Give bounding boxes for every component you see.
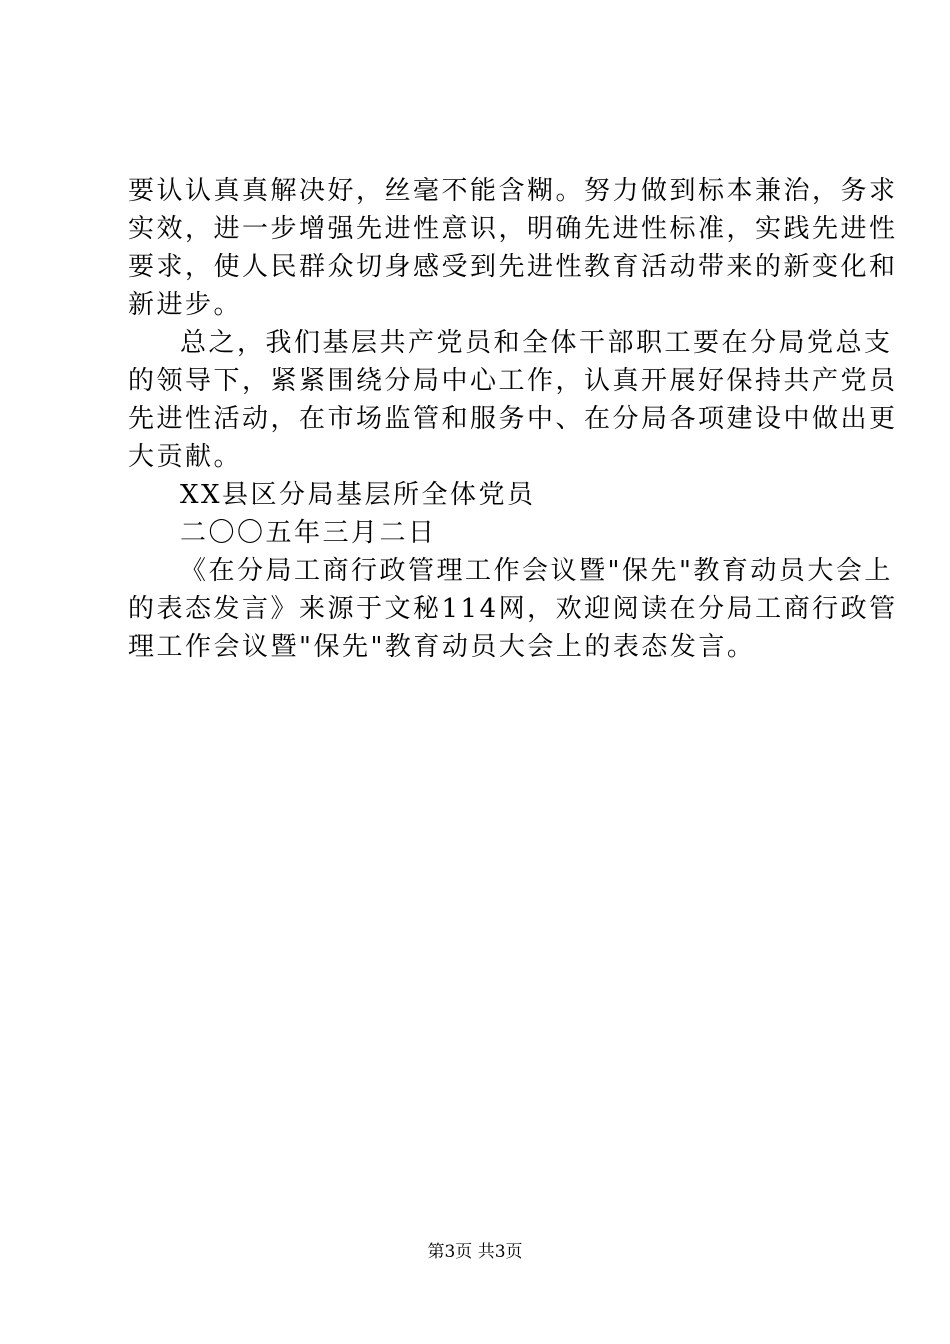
page-footer — [0, 1240, 950, 1264]
document-body — [128, 172, 898, 666]
paragraph-continuation-line-2: 实效，进一步增强先进性意识，明确先进性标准，实践先进性 — [128, 214, 898, 244]
paragraph-conclusion-line-3: 先进性活动，在市场监管和服务中、在分局各项建设中做出更 — [128, 404, 898, 434]
paragraph-conclusion-line-4: 大贡献。 — [128, 442, 243, 472]
date-line: 二〇〇五年三月二日 — [180, 518, 437, 548]
source-note-line-2: 的表态发言》来源于文秘114网，欢迎阅读在分局工商行政管 — [128, 594, 898, 624]
paragraph-continuation-line-4: 新进步。 — [128, 290, 243, 320]
paragraph-continuation-line-3: 要求，使人民群众切身感受到先进性教育活动带来的新变化和 — [128, 252, 898, 282]
paragraph-conclusion-line-2: 的领导下，紧紧围绕分局中心工作，认真开展好保持共产党员 — [128, 366, 898, 396]
paragraph-continuation-line-1: 要认认真真解决好，丝毫不能含糊。努力做到标本兼治，务求 — [128, 176, 898, 206]
signature-line: XX县区分局基层所全体党员 — [180, 480, 536, 510]
source-note-line-1: 《在分局工商行政管理工作会议暨"保先"教育动员大会上 — [180, 556, 893, 586]
page-number: 第3页 共3页 — [427, 1242, 523, 1262]
paragraph-conclusion-line-1: 总之，我们基层共产党员和全体干部职工要在分局党总支 — [180, 328, 893, 358]
source-note-line-3: 理工作会议暨"保先"教育动员大会上的表态发言。 — [128, 632, 756, 662]
